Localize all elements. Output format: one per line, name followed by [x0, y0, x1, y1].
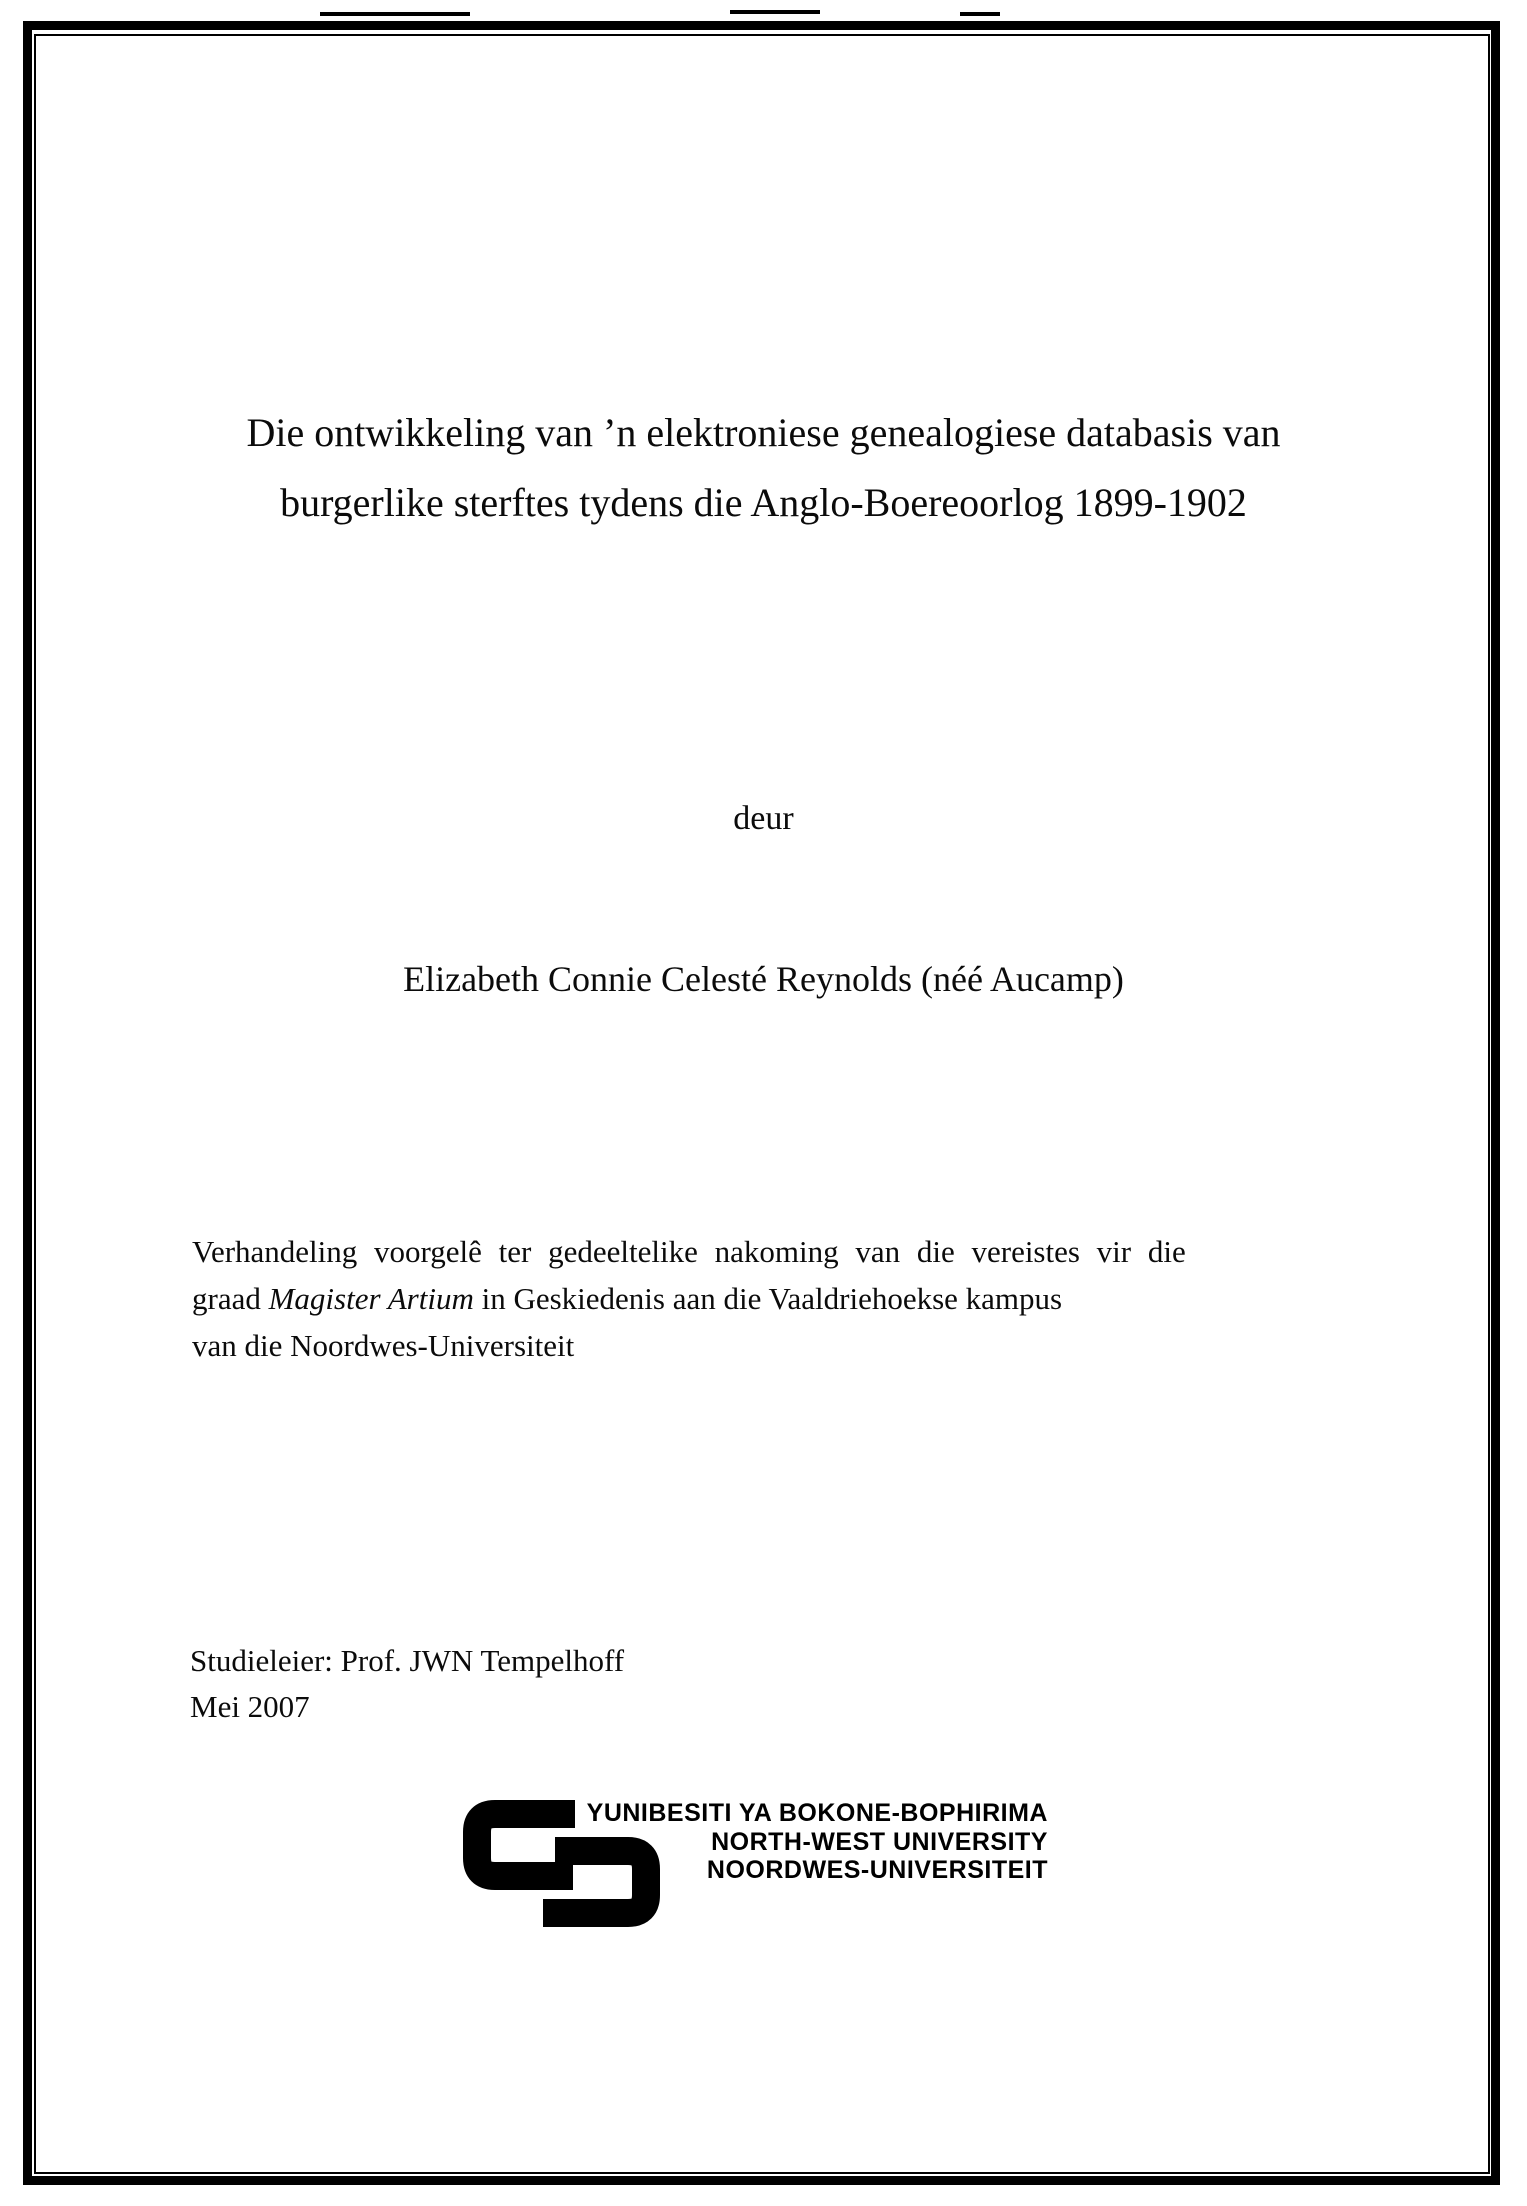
- degree-name-italic: Magister Artium: [268, 1281, 474, 1316]
- author-name: Elizabeth Connie Celesté Reynolds (néé Aucamp): [403, 959, 1124, 999]
- university-name-english: NORTH-WEST UNIVERSITY: [711, 1827, 1048, 1856]
- submission-line-2-post: in Geskiedenis aan die Vaaldriehoekse kampus: [473, 1281, 1063, 1316]
- university-name-setswana: YUNIBESITI YA BOKONE-BOPHIRIMA: [586, 1799, 1048, 1827]
- university-name-afrikaans: NOORDWES-UNIVERSITEIT: [706, 1856, 1048, 1884]
- submission-statement: [192, 1228, 1360, 1369]
- byline-deur: deur: [733, 800, 794, 837]
- submission-line-3: van die Noordwes-Universiteit: [192, 1328, 575, 1363]
- date-line: Mei 2007: [190, 1689, 310, 1724]
- scan-artifact: [320, 12, 470, 16]
- submission-line-2-pre: graad: [192, 1281, 269, 1316]
- submission-line-1: Verhandeling voorgelê ter gedeeltelike nakoming van die vereistes vir die: [192, 1234, 1186, 1269]
- thesis-title-line-1: Die ontwikkeling van ’n elektroniese genealogiese databasis van: [246, 410, 1281, 455]
- supervisor-line: Studieleier: Prof. JWN Tempelhoff: [190, 1643, 625, 1678]
- thesis-title-line-2: burgerlike sterftes tydens die Anglo-Boereoorlog 1899-1902: [280, 480, 1247, 525]
- university-name-block: [587, 1799, 1048, 1885]
- supervisor-and-date: [190, 1638, 624, 1730]
- submission-line-2: [192, 1275, 1360, 1322]
- scan-artifact: [730, 10, 820, 14]
- scan-artifact: [960, 12, 1000, 16]
- thesis-title: [0, 398, 1527, 538]
